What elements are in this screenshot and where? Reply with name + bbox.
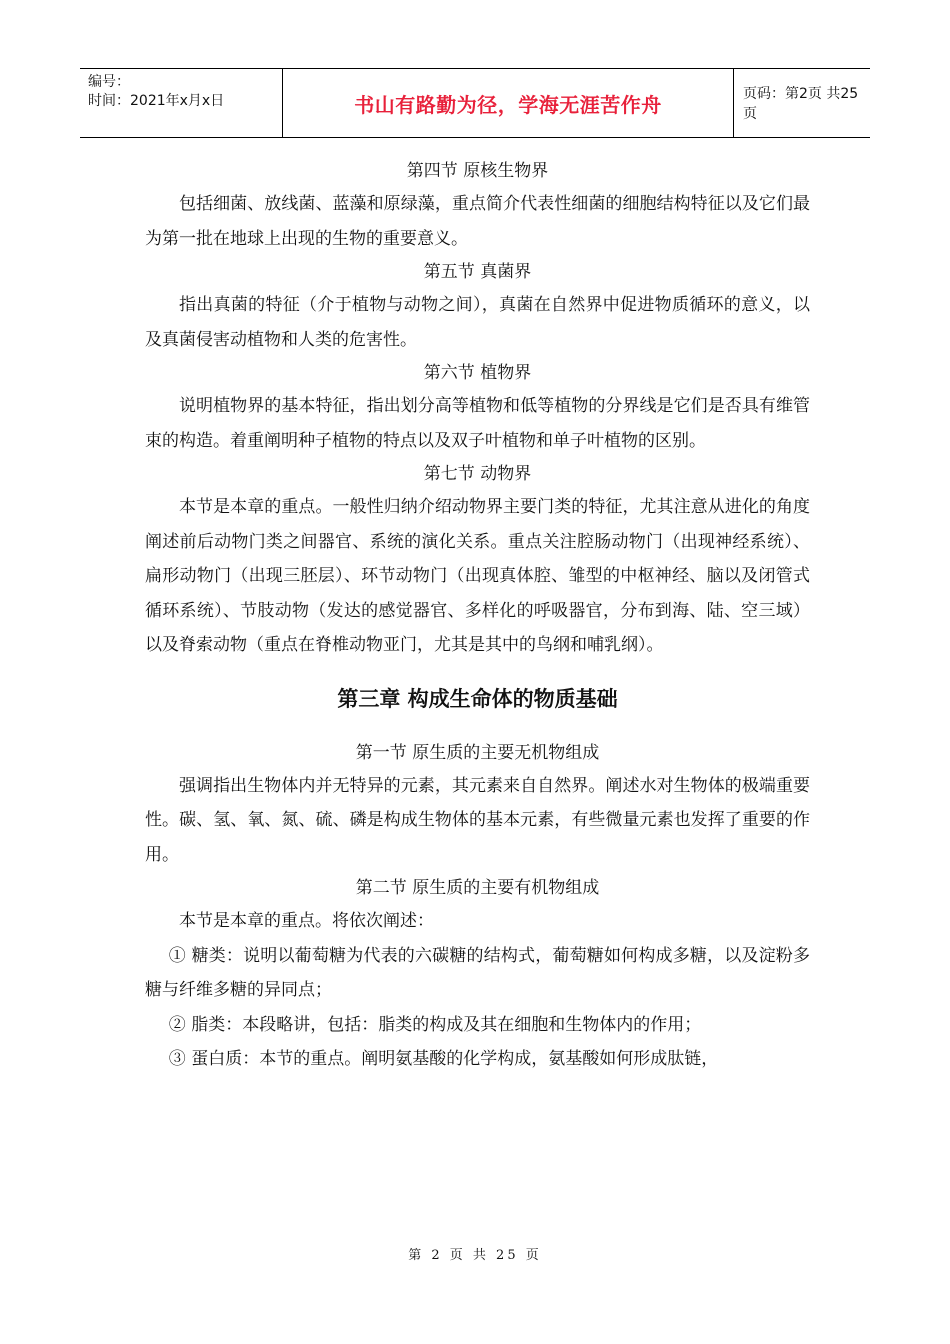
paragraph: 本节是本章的重点。一般性归纳介绍动物界主要门类的特征，尤其注意从进化的角度阐述前后动物门类之间器官、系统的演化关系。重点关注腔肠动物门（出现神经系统）、扁形动物门（出现三胚层）、环节动物门（出现真体腔、雏型的中枢神经、脑以及闭管式循环系统）、节肢动物（发达的感觉器官、多样化的呼吸器官，分布到海、陆、空三域）以及脊索动物（重点在脊椎动物亚门，尤其是其中的鸟纲和哺乳纲）。 (145, 497, 810, 655)
paragraph: 说明植物界的基本特征，指出划分高等植物和低等植物的分界线是它们是否具有维管束的构造。着重阐明种子植物的特点以及双子叶植物和单子叶植物的区别。 (145, 396, 810, 451)
header-motto: 书山有路勤为径，学海无涯苦作舟 (282, 69, 734, 137)
section-title: 第四节 原核生物界 (406, 161, 549, 181)
date-label: 时间：2021年x月x日 (88, 93, 225, 109)
paragraph: 本节是本章的重点。将依次阐述： (179, 911, 434, 931)
section-title: 第一节 原生质的主要无机物组成 (355, 742, 600, 763)
paragraph: 包括细菌、放线菌、蓝藻和原绿藻，重点简介代表性细菌的细胞结构特征以及它们最为第一批在地球上出现的生物的重要意义。 (145, 194, 810, 249)
page-footer: 第 2 页 共 25 页 (408, 1248, 542, 1263)
header-page-info: 页码：第2页 共25页 (743, 86, 859, 122)
header-meta (80, 69, 282, 137)
document-header (80, 68, 870, 138)
paragraph: 指出真菌的特征（介于植物与动物之间），真菌在自然界中促进物质循环的意义，以及真菌侵害动植物和人类的危害性。 (145, 295, 810, 350)
paragraph: 强调指出生物体内并无特异的元素，其元素来自自然界。阐述水对生物体的极端重要性。碳、氢、氧、氮、硫、磷是构成生物体的基本元素，有些微量元素也发挥了重要的作用。 (145, 775, 810, 865)
list-item: ③ 蛋白质：本节的重点。阐明氨基酸的化学构成，氨基酸如何形成肽链， (168, 1049, 719, 1069)
chapter-title: 第三章 构成生命体的物质基础 (337, 686, 618, 711)
section-title: 第六节 植物界 (423, 363, 532, 383)
section-title: 第五节 真菌界 (423, 262, 532, 282)
list-item: ① 糖类：说明以葡萄糖为代表的六碳糖的结构式，葡萄糖如何构成多糖，以及淀粉多糖与纤维多糖的异同点； (145, 945, 810, 1000)
number-label: 编号： (88, 74, 130, 90)
list-item: ② 脂类：本段略讲，包括：脂类的构成及其在细胞和生物体内的作用； (168, 1014, 702, 1035)
section-title: 第二节 原生质的主要有机物组成 (355, 878, 600, 898)
section-title: 第七节 动物界 (423, 464, 532, 484)
document-body (145, 155, 810, 1077)
